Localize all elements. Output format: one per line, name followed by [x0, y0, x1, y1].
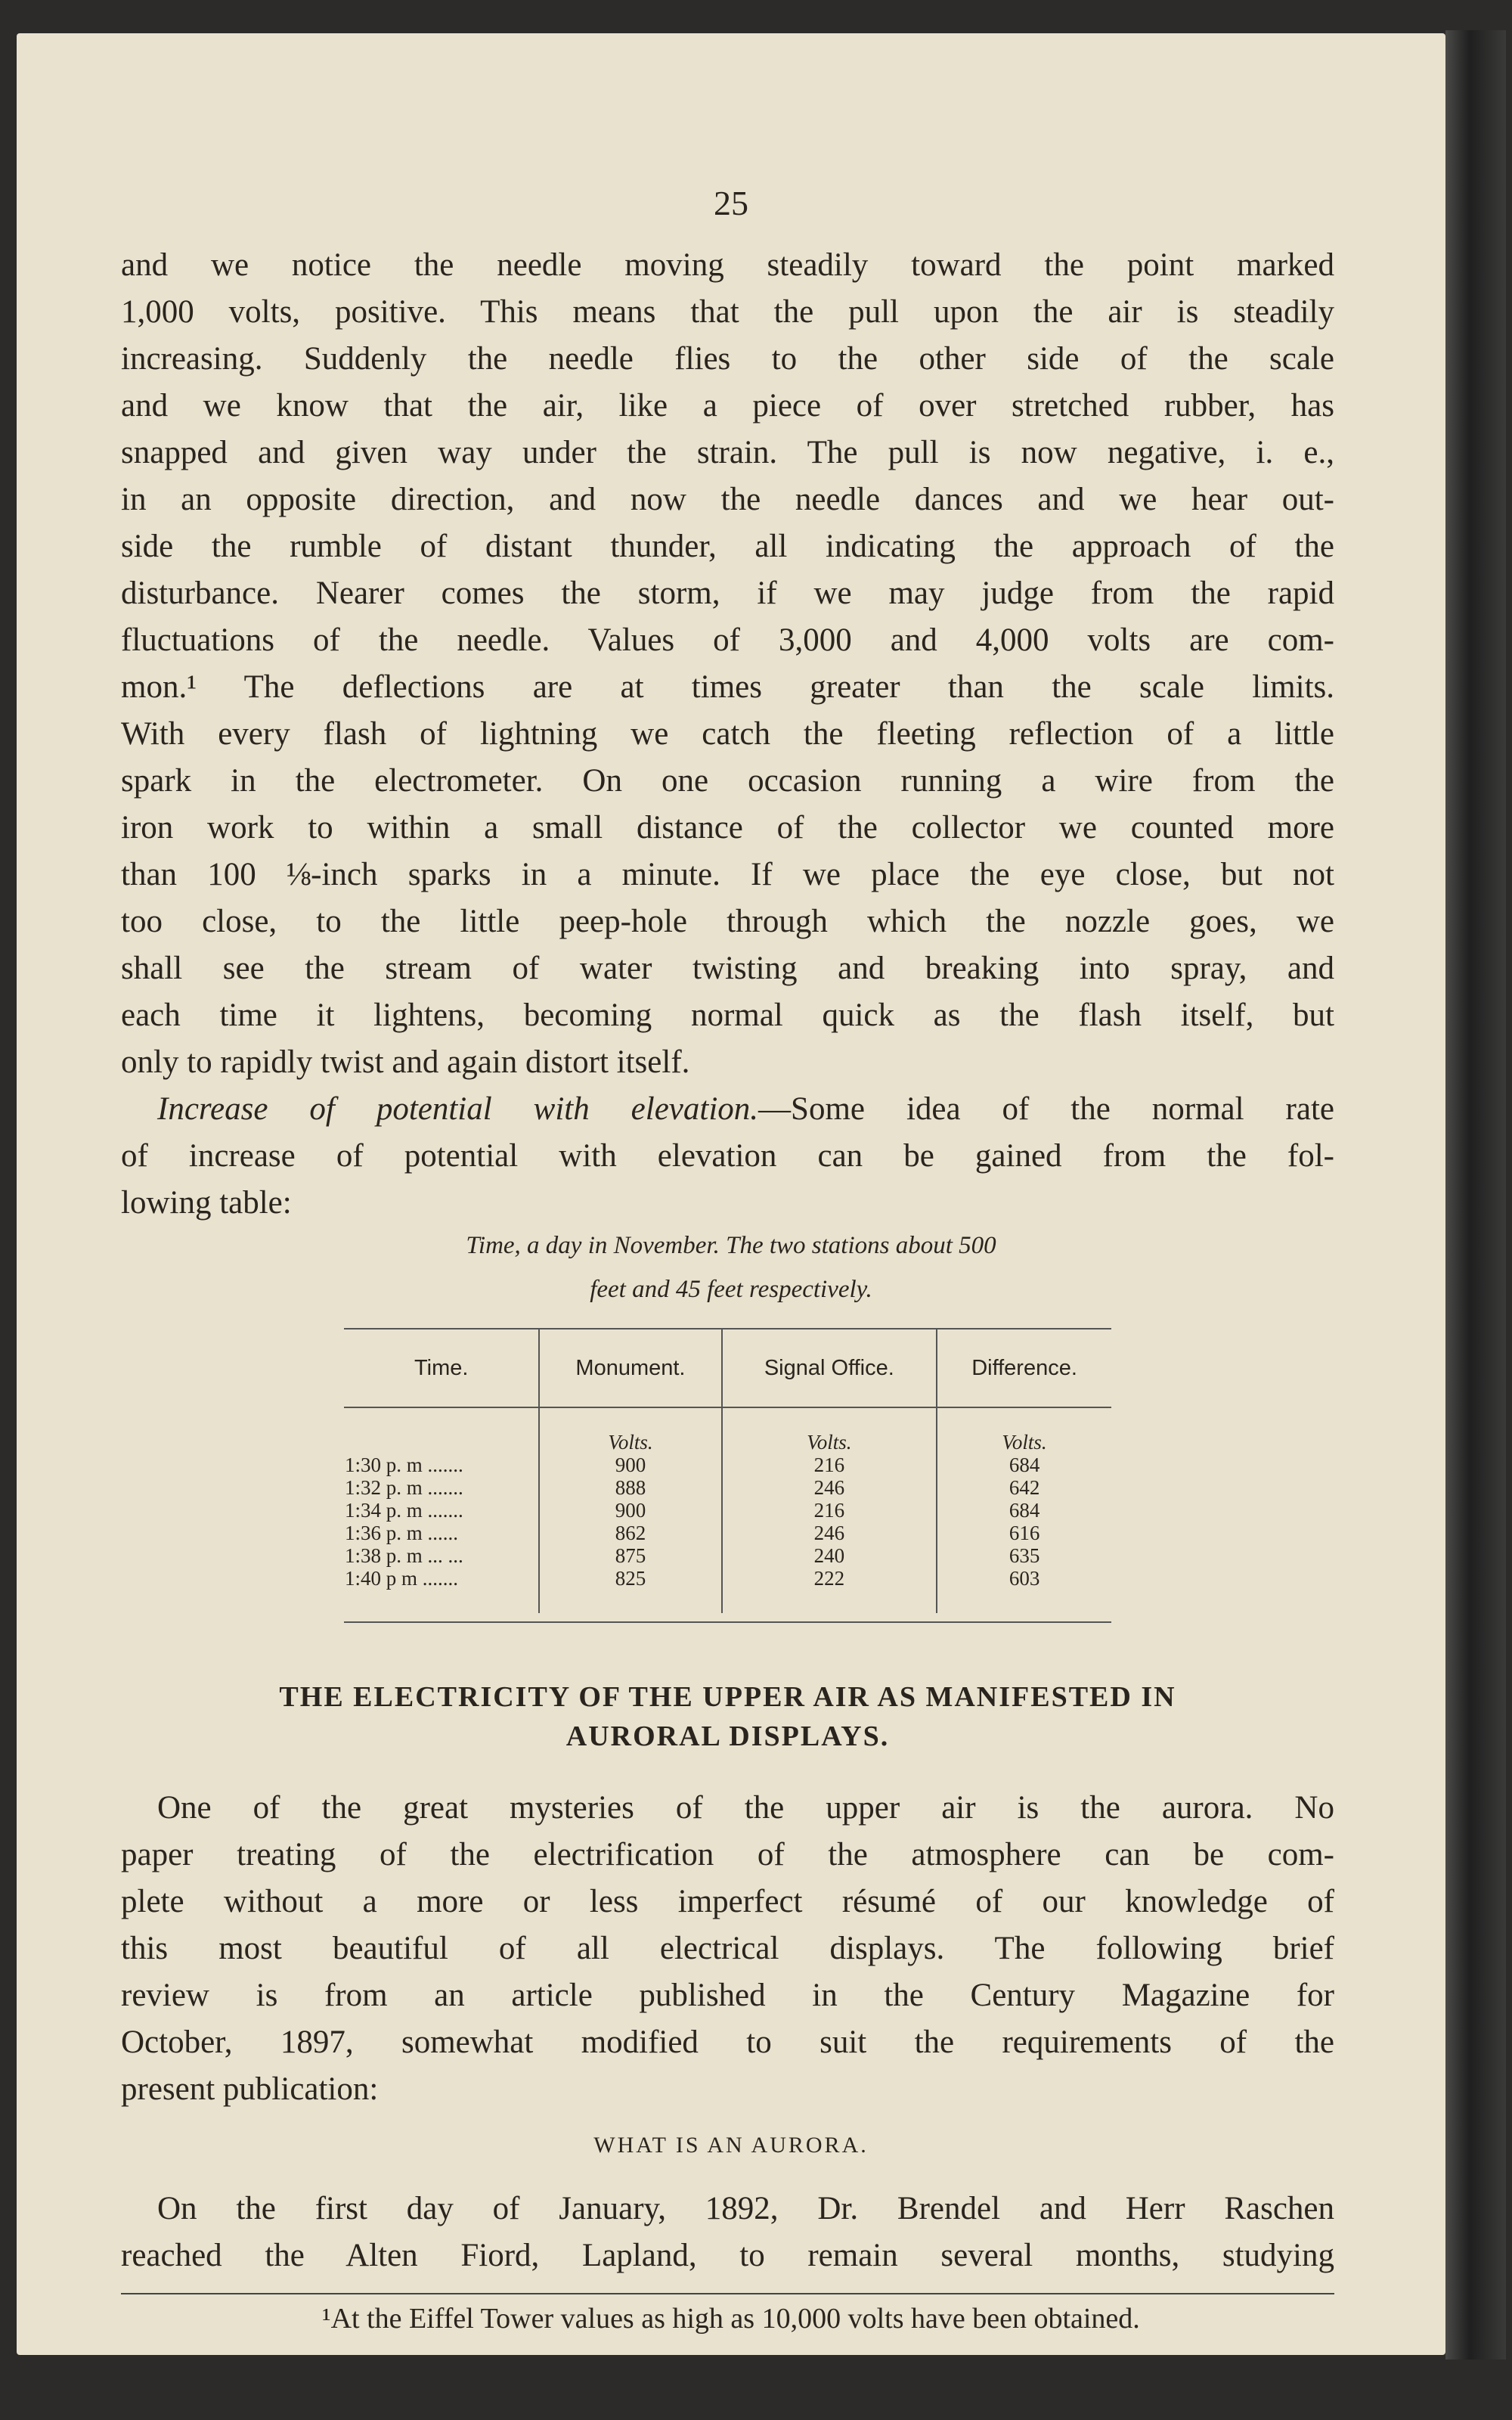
text-line: One of the great mysteries of the upper air is the aurora. No: [157, 1790, 1334, 1826]
table-cell: 1:38 p. m ... ...: [345, 1544, 463, 1567]
table-bottom-rule: [344, 1621, 1111, 1623]
text-line: plete without a more or less imperfect résumé of our knowledge of: [121, 1884, 1334, 1919]
unit-label: [345, 1431, 538, 1454]
text-line: iron work to within a small distance of the collector we counted more: [121, 810, 1334, 845]
text-line: too close, to the little peep-hole through which the nozzle goes, we: [121, 904, 1334, 939]
table-cell: 1:30 p. m .......: [345, 1454, 463, 1476]
table-cell: 222: [813, 1567, 845, 1590]
footnote-rule: [121, 2293, 1334, 2294]
text-line: of increase of potential with elevation can be gained from the fol-: [121, 1138, 1334, 1174]
text-line: paper treating of the electrification of the atmosphere can be com-: [121, 1837, 1334, 1872]
paragraph-brendel: [121, 2186, 1334, 2279]
text-line: increasing. Suddenly the needle flies to the other side of the scale: [121, 341, 1334, 377]
column-header-difference: Difference.: [937, 1329, 1111, 1407]
table-cell: 246: [813, 1522, 845, 1544]
subheading: WHAT IS AN AURORA.: [593, 2133, 869, 2158]
paragraph-aurora: [121, 1785, 1334, 2113]
text-line: this most beautiful of all electrical displays. The following brief: [121, 1931, 1334, 1966]
column-header-monument: Monument.: [539, 1329, 721, 1407]
text-line: [121, 1086, 1334, 1133]
italic-lead: Increase of potential with elevation.: [157, 1091, 759, 1127]
paragraph-needle: [121, 242, 1334, 1086]
table-cell: 888: [615, 1476, 646, 1499]
table-cell: 240: [813, 1544, 845, 1567]
table-cell: 642: [1009, 1476, 1040, 1499]
table-cell: 246: [813, 1476, 845, 1499]
table-cell: 216: [813, 1499, 845, 1522]
voltage-table: [344, 1329, 1111, 1613]
text-line: in an opposite direction, and now the needle dances and we hear out-: [121, 482, 1334, 517]
table-cell: 1:32 p. m .......: [345, 1476, 463, 1499]
page-number: 25: [714, 184, 748, 222]
text-line: and we notice the needle moving steadily toward the point marked: [121, 247, 1334, 283]
table-cell: 1:40 p m .......: [345, 1567, 459, 1590]
text-line: shall see the stream of water twisting and breaking into spray, and: [121, 951, 1334, 986]
table-cell: 216: [813, 1454, 845, 1476]
column-header-time: Time.: [344, 1329, 539, 1407]
table-cell: 684: [1009, 1499, 1040, 1522]
table-column-0: [344, 1407, 539, 1613]
text-line: side the rumble of distant thunder, all indicating the approach of the: [121, 529, 1334, 564]
table-column-2: [722, 1407, 937, 1613]
table-cell: 825: [615, 1567, 646, 1590]
table-cell: 862: [615, 1522, 646, 1544]
text-line: spark in the electrometer. On one occasion running a wire from the: [121, 763, 1334, 799]
table-cell: 684: [1009, 1454, 1040, 1476]
text-line: fluctuations of the needle. Values of 3,000 and 4,000 volts are com-: [121, 622, 1334, 658]
text-line: present publication:: [121, 2071, 379, 2107]
table-cell: 603: [1009, 1567, 1040, 1590]
text-line: disturbance. Nearer comes the storm, if we may judge from the rapid: [121, 576, 1334, 611]
text-line: 1,000 volts, positive. This means that the pull upon the air is steadily: [121, 294, 1334, 330]
text-line: lowing table:: [121, 1185, 292, 1221]
table-cell: 900: [615, 1454, 646, 1476]
text-line: mon.¹ The deflections are at times greater than the scale limits.: [121, 669, 1334, 705]
text-line: only to rapidly twist and again distort itself.: [121, 1044, 690, 1080]
text-span: —Some idea of the normal rate: [758, 1091, 1334, 1127]
section-heading-line: AURORAL DISPLAYS.: [565, 1720, 890, 1752]
unit-label: Volts.: [608, 1431, 653, 1454]
table-column-3: [937, 1407, 1111, 1613]
unit-label: Volts.: [807, 1431, 852, 1454]
unit-label: Volts.: [1002, 1431, 1047, 1454]
paragraph-increase-potential: [121, 1086, 1334, 1227]
table-cell: 875: [615, 1544, 646, 1567]
text-line: each time it lightens, becoming normal quick as the flash itself, but: [121, 997, 1334, 1033]
text-line: With every flash of lightning we catch the fleeting reflection of a little: [121, 716, 1334, 752]
book-binding: [1445, 30, 1506, 2360]
text-line: October, 1897, somewhat modified to suit the requirements of the: [121, 2024, 1334, 2060]
table-caption-line: feet and 45 feet respectively.: [590, 1276, 872, 1303]
table-column-1: [539, 1407, 721, 1613]
table-cell: 900: [615, 1499, 646, 1522]
footnote: ¹At the Eiffel Tower values as high as 10,000 volts have been obtained.: [322, 2303, 1140, 2335]
table-cell: 616: [1009, 1522, 1040, 1544]
table-cell: 1:34 p. m .......: [345, 1499, 463, 1522]
table-cell: 635: [1009, 1544, 1040, 1567]
text-line: review is from an article published in the Century Magazine for: [121, 1978, 1334, 2013]
text-line: and we know that the air, like a piece of over stretched rubber, has: [121, 388, 1334, 424]
section-heading-line: THE ELECTRICITY OF THE UPPER AIR AS MANIFESTED IN: [279, 1681, 1176, 1713]
column-header-signal-office: Signal Office.: [722, 1329, 937, 1407]
text-line: than 100 ⅛-inch sparks in a minute. If we place the eye close, but not: [121, 857, 1334, 892]
text-line: On the first day of January, 1892, Dr. Brendel and Herr Raschen: [157, 2191, 1334, 2226]
table-cell: 1:36 p. m ......: [345, 1522, 459, 1544]
text-line: reached the Alten Fiord, Lapland, to remain several months, studying: [121, 2238, 1334, 2273]
table-caption-line: Time, a day in November. The two stations about 500: [466, 1232, 996, 1259]
book-page: [17, 33, 1445, 2355]
text-line: snapped and given way under the strain. The pull is now negative, i. e.,: [121, 435, 1334, 470]
